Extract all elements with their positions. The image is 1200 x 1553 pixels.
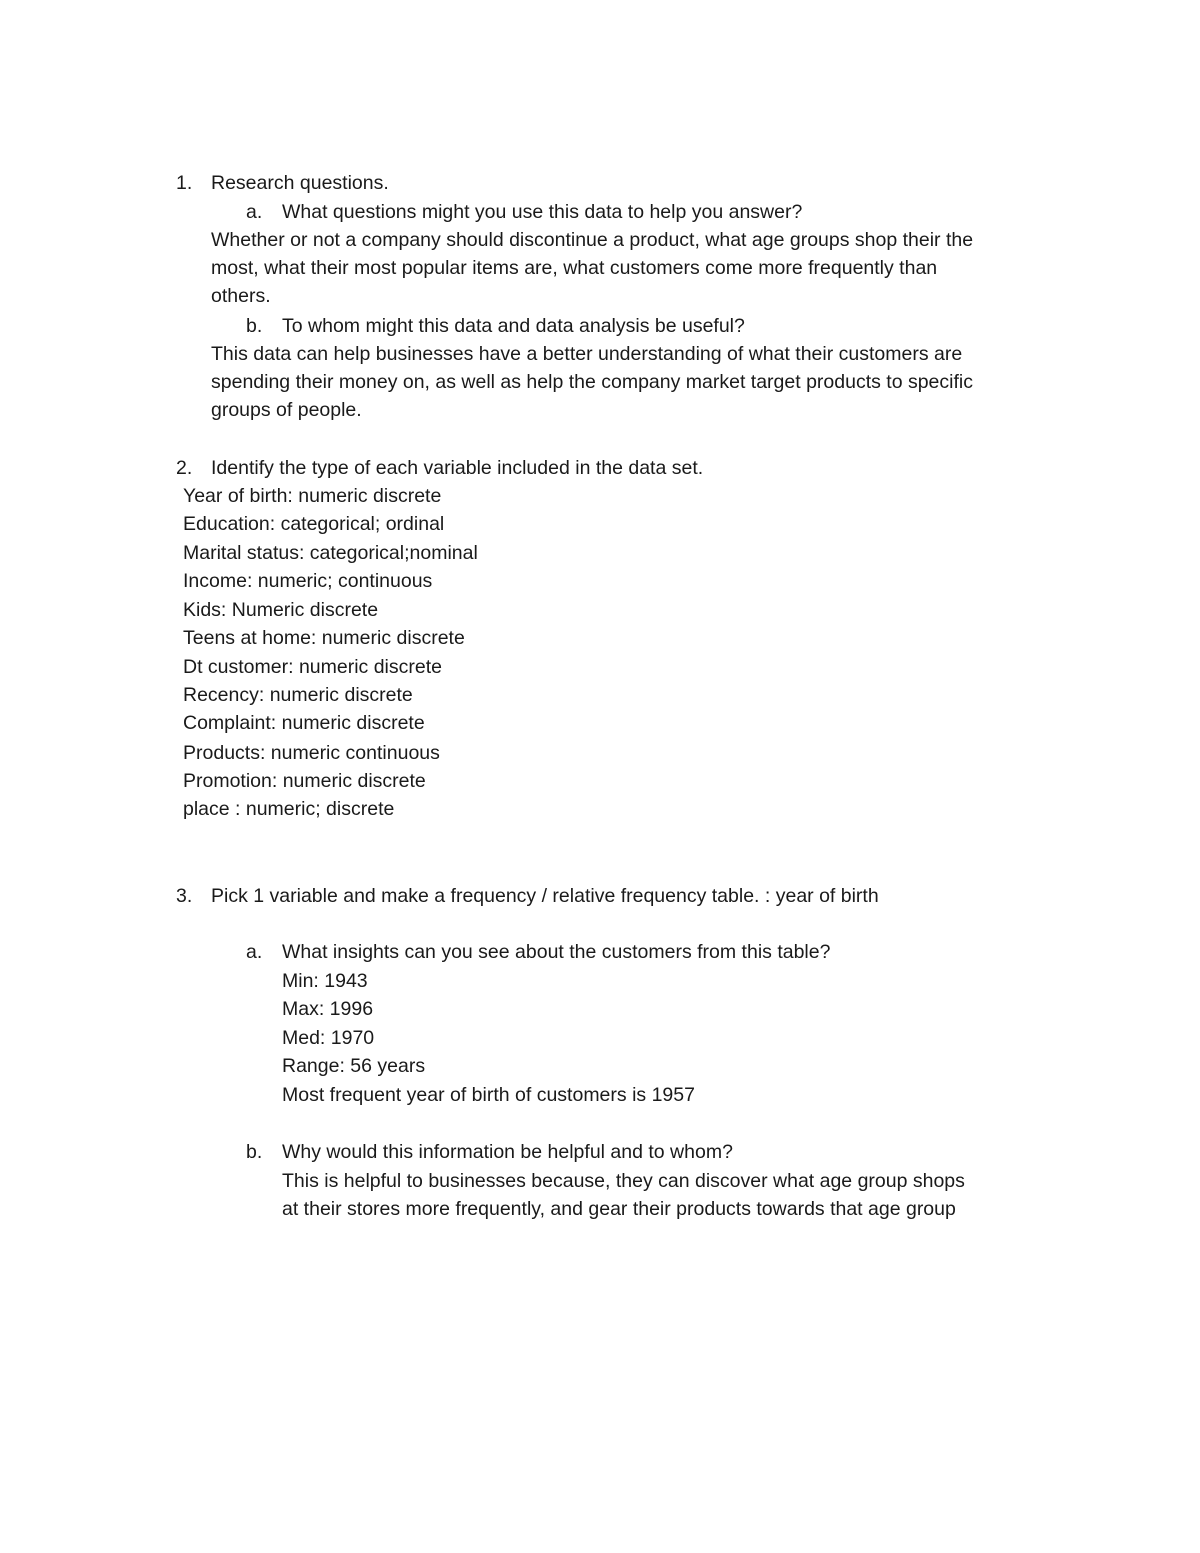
section-1b-answer-line: This data can help businesses have a better understanding of what their customers are (211, 343, 963, 365)
section-3a-answer-line: Range: 56 years (282, 1055, 426, 1077)
variable-item: Year of birth: numeric discrete (183, 485, 442, 507)
section-1a-answer-line: most, what their most popular items are, what customers come more frequently than (211, 257, 938, 279)
section-3-title: Pick 1 variable and make a frequency / relative frequency table. : year of birth (211, 885, 879, 907)
section-3a-answer-line: Most frequent year of birth of customers is 1957 (282, 1084, 695, 1106)
section-3a-marker: a. (246, 941, 263, 963)
variable-item: Products: numeric continuous (183, 742, 440, 764)
section-3b-answer-line: This is helpful to businesses because, they can discover what age group shops (282, 1170, 965, 1192)
section-3-number: 3. (176, 885, 193, 907)
section-1b-answer-line: spending their money on, as well as help the company market target products to specific (211, 371, 973, 393)
section-1b-marker: b. (246, 315, 263, 337)
section-3b-answer-line: at their stores more frequently, and gear their products towards that age group (282, 1198, 956, 1220)
variable-item: Education: categorical; ordinal (183, 513, 445, 535)
section-1a-answer-line: others. (211, 285, 271, 307)
variable-item: Recency: numeric discrete (183, 684, 413, 706)
section-2-number: 2. (176, 457, 193, 479)
section-3b-marker: b. (246, 1141, 263, 1163)
section-1a-question: What questions might you use this data to help you answer? (282, 201, 803, 223)
variable-item: Marital status: categorical;nominal (183, 542, 478, 564)
section-1-number: 1. (176, 172, 193, 194)
variable-item: Dt customer: numeric discrete (183, 656, 442, 678)
section-1a-marker: a. (246, 201, 263, 223)
section-1b-answer-line: groups of people. (211, 399, 362, 421)
section-3a-answer-line: Min: 1943 (282, 970, 368, 992)
variable-item: Promotion: numeric discrete (183, 770, 426, 792)
variable-item: Complaint: numeric discrete (183, 712, 425, 734)
section-1-title: Research questions. (211, 172, 389, 194)
variable-item: Teens at home: numeric discrete (183, 627, 465, 649)
section-3a-answer-line: Max: 1996 (282, 998, 374, 1020)
variable-item: Kids: Numeric discrete (183, 599, 379, 621)
section-1b-question: To whom might this data and data analysis be useful? (282, 315, 745, 337)
section-1a-answer-line: Whether or not a company should discontinue a product, what age groups shop their the (211, 229, 974, 251)
section-2-title: Identify the type of each variable included in the data set. (211, 457, 704, 479)
section-3b-question: Why would this information be helpful and to whom? (282, 1141, 733, 1163)
section-3a-question: What insights can you see about the customers from this table? (282, 941, 831, 963)
section-3a-answer-line: Med: 1970 (282, 1027, 375, 1049)
variable-item: Income: numeric; continuous (183, 570, 433, 592)
variable-item: place : numeric; discrete (183, 798, 395, 820)
